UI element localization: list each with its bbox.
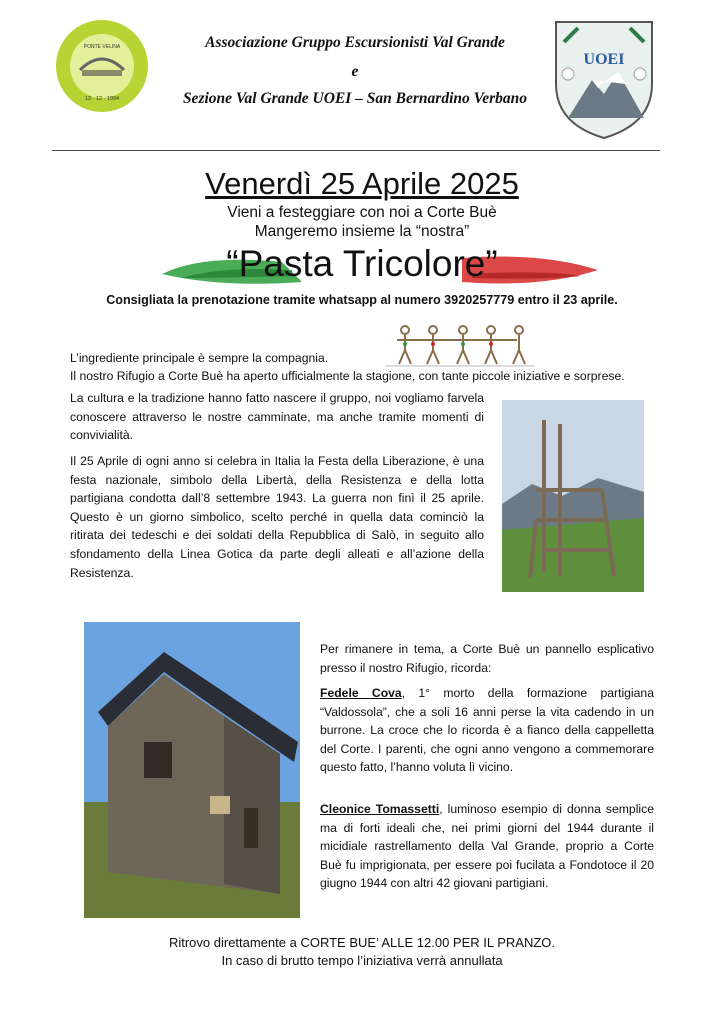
header-section: Sezione Val Grande UOEI – San Bernardino Verbano [182, 90, 528, 107]
event-title: Venerdì 25 Aprile 2025 [205, 166, 519, 201]
logo-inner-text: PONTE VELINA [83, 44, 121, 50]
uoei-logo-text: UOEI [583, 51, 625, 68]
uoei-logo [548, 14, 660, 142]
person-name-fedele: Fedele Cova [320, 686, 402, 700]
event-subtitle-1: Vieni a festeggiare con noi a Corte Buè [227, 204, 497, 221]
paragraph-culture: La cultura e la tradizione hanno fatto nascere il gruppo, noi vogliamo farvela conoscere attraverso le nostre camminate, ma anche tramite momenti di convivialità. [70, 391, 484, 443]
weather-note: In caso di brutto tempo l’iniziativa verrà annullata [221, 953, 503, 968]
person-text-cleonice: , luminoso esempio di donna semplice ma di forti ideali che, nei primi giorni del 1944 durante il micidiale rastrellamento della Val Grande, proprio a Corte Buè fu imprigionata, per essere poi fucilata a Fondotoce il 20 giugno 1944 con altri 42 giovani partigiani. [320, 802, 654, 891]
paragraph-liberation: Il 25 Aprile di ogni anno si celebra in Italia la Festa della Liberazione, è una festa nazionale, simbolo della Libertà, della Resistenza e della lotta partigiana condotta dall’8 settembre 1943. La guerra non finì il 25 aprile. Questo è un giorno simbolico, scelto perché in quella data cominciò la ritirata dei tedeschi e dei soldati della Repubblica di Salò, in seguito allo sfondamento della Linea Gotica da parte degli alleati e all’azione della Resistenza. [70, 454, 484, 580]
wooden-chair-photo [502, 400, 644, 592]
header-conjunction: e [351, 63, 359, 80]
intro-line-1: L’ingrediente principale è sempre la compagnia. [70, 351, 329, 365]
person-fedele-cova [320, 684, 654, 777]
event-subtitle-2: Mangeremo insieme la “nostra” [254, 223, 470, 240]
mountain-hut-photo [84, 622, 300, 918]
dish-name: “Pasta Tricolore” [226, 243, 498, 284]
person-text-fedele: , 1° morto della formazione partigiana “Valdossola”, che a soli 16 anni perse la vita cadendo in un burrone. La croce che lo ricorda è a fianco della cappelletta del Corte. I parenti, che ogni anno vengono a commemorare questo fatto, l’hanno voluta lì vicino. [320, 686, 654, 775]
header-association: Associazione Gruppo Escursionisti Val Grande [205, 34, 505, 51]
intro-line-2: Il nostro Rifugio a Corte Buè ha aperto ufficialmente la stagione, con tante piccole iniziative e sorprese. [70, 369, 625, 383]
header-divider [52, 150, 660, 151]
meeting-info: Ritrovo direttamente a CORTE BUE’ ALLE 12.00 PER IL PRANZO. [168, 935, 556, 950]
association-logo [52, 18, 152, 114]
paragraph-panel: Per rimanere in tema, a Corte Buè un pannello esplicativo presso il nostro Rifugio, ricorda: [320, 642, 654, 675]
person-name-cleonice: Cleonice Tomassetti [320, 802, 440, 816]
person-cleonice-tomassetti [320, 800, 654, 893]
logo-date: 13 · 12 · 1994 [84, 96, 120, 102]
booking-note: Consigliata la prenotazione tramite whatsapp al numero 3920257779 entro il 23 aprile. [106, 293, 618, 307]
